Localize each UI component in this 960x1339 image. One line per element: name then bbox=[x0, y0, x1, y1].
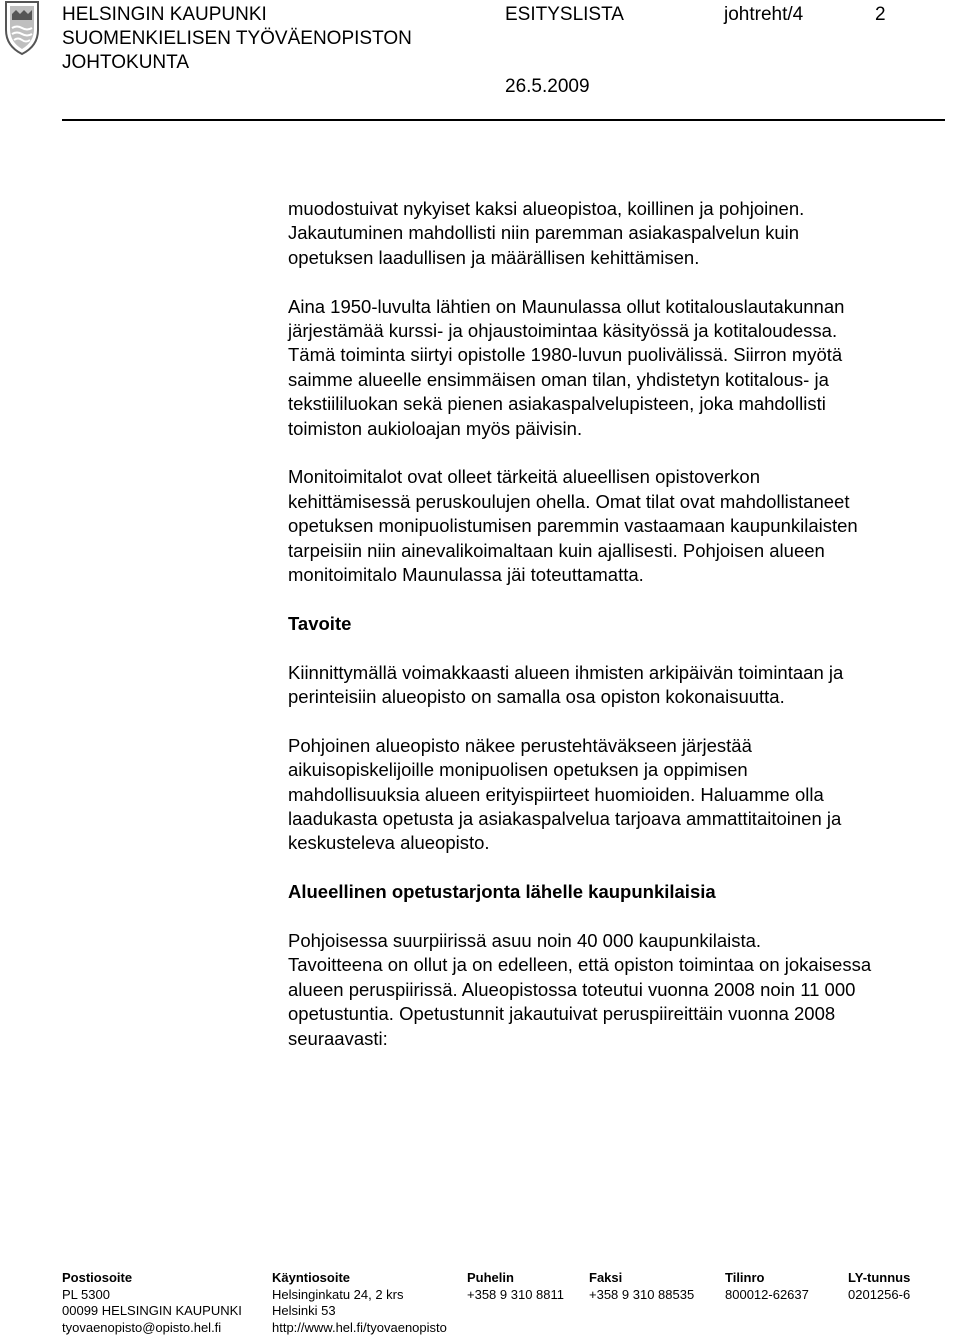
footer-visiting-address: Käyntiosoite Helsinginkatu 24, 2 krs Helsinki 53 http://www.hel.fi/tyovaenopisto bbox=[272, 1270, 447, 1336]
header-divider bbox=[62, 119, 945, 121]
footer-phone: Puhelin +358 9 310 8811 bbox=[467, 1270, 564, 1302]
footer-fax: Faksi +358 9 310 88535 bbox=[589, 1270, 695, 1302]
footer-postal-address: Postiosoite PL 5300 00099 HELSINGIN KAUPUNKI tyovaenopisto@opisto.hel.fi bbox=[62, 1270, 242, 1336]
section-heading: Tavoite bbox=[288, 612, 352, 634]
document-body bbox=[288, 197, 928, 1051]
document-date: 26.5.2009 bbox=[505, 76, 590, 97]
paragraph: Kiinnittymällä voimakkaasti alueen ihmisten arkipäivän toimintaan ja perinteisiin alueopisto on samalla osa opiston kokonaisuutta. bbox=[288, 661, 844, 708]
paragraph: Pohjoisessa suurpiirissä asuu noin 40 000 kaupunkilaista. Tavoitteena on ollut ja on edelleen, että opiston toimintaa on jokaisessa alueen peruspiirissä. Alueopistossa toteutui vuonna 2008 noin 11 000 opetustuntia. Opetustunnit jakautuivat peruspiireittäin vuonna 2008 seuraavasti: bbox=[288, 930, 872, 1049]
paragraph: Pohjoinen alueopisto näkee perustehtäväkseen järjestää aikuisopiskelijoille monipuolisen opetuksen ja oppimisen mahdollisuuksia alueen erityispiirteet huomioiden. Haluamme olla laadukasta opetusta ja asiakaspalvelua tarjoava ammattitaitoinen ja keskusteleva alueopisto. bbox=[288, 734, 842, 854]
page-number: 2 bbox=[875, 4, 886, 25]
footer-business-id: LY-tunnus 0201256-6 bbox=[848, 1270, 911, 1302]
organization-name: HELSINGIN KAUPUNKI bbox=[62, 4, 267, 25]
helsinki-crest-logo bbox=[0, 0, 44, 56]
paragraph: muodostuivat nykyiset kaksi alueopistoa, koillinen ja pohjoinen. Jakautuminen mahdollisti niin paremman asiakaspalvelun kuin opetuksen laadullisen ja määrällisen kehittämisen. bbox=[288, 198, 805, 268]
section-heading: Alueellinen opetustarjonta lähelle kaupunkilaisia bbox=[288, 881, 716, 903]
paragraph: Monitoimitalot ovat olleet tärkeitä alueellisen opistoverkon kehittämisessä peruskoulujen ohella. Omat tilat ovat mahdollistaneet opetuksen monipuolistumisen paremmin vastaamaan kaupunkilaisten tarpeisiin niin ainevalikoimaltaan kuin ajallisesti. Pohjoisen alueen monitoimitalo Maunulassa jäi toteuttamatta. bbox=[288, 466, 858, 586]
footer-email-link[interactable]: tyovaenopisto@opisto.hel.fi bbox=[62, 1320, 222, 1336]
footer-website-link[interactable]: http://www.hel.fi/tyovaenopisto bbox=[272, 1320, 447, 1336]
document-type: ESITYSLISTA bbox=[505, 4, 624, 25]
paragraph: Aina 1950-luvulta lähtien on Maunulassa ollut kotitalouslautakunnan järjestämää kurssi- ja ohjaustoimintaa käsityössä ja kotitaloudessa. Tämä toiminta siirtyi opistolle 1980-luvun puolivälissä. Siirron myötä saimme alueelle ensimmäisen oman tilan, yhdistetyn kotitalous- ja tekstiililuokan sekä pienen asiakaspalvelupisteen, joka mahdollisti toimiston aukioloajan myös päivisin. bbox=[288, 295, 845, 439]
organization-board: JOHTOKUNTA bbox=[62, 52, 190, 73]
document-reference: johtreht/4 bbox=[724, 4, 804, 25]
organization-subname: SUOMENKIELISEN TYÖVÄENOPISTON bbox=[62, 28, 412, 49]
footer-account-number: Tilinro 800012-62637 bbox=[725, 1270, 809, 1302]
